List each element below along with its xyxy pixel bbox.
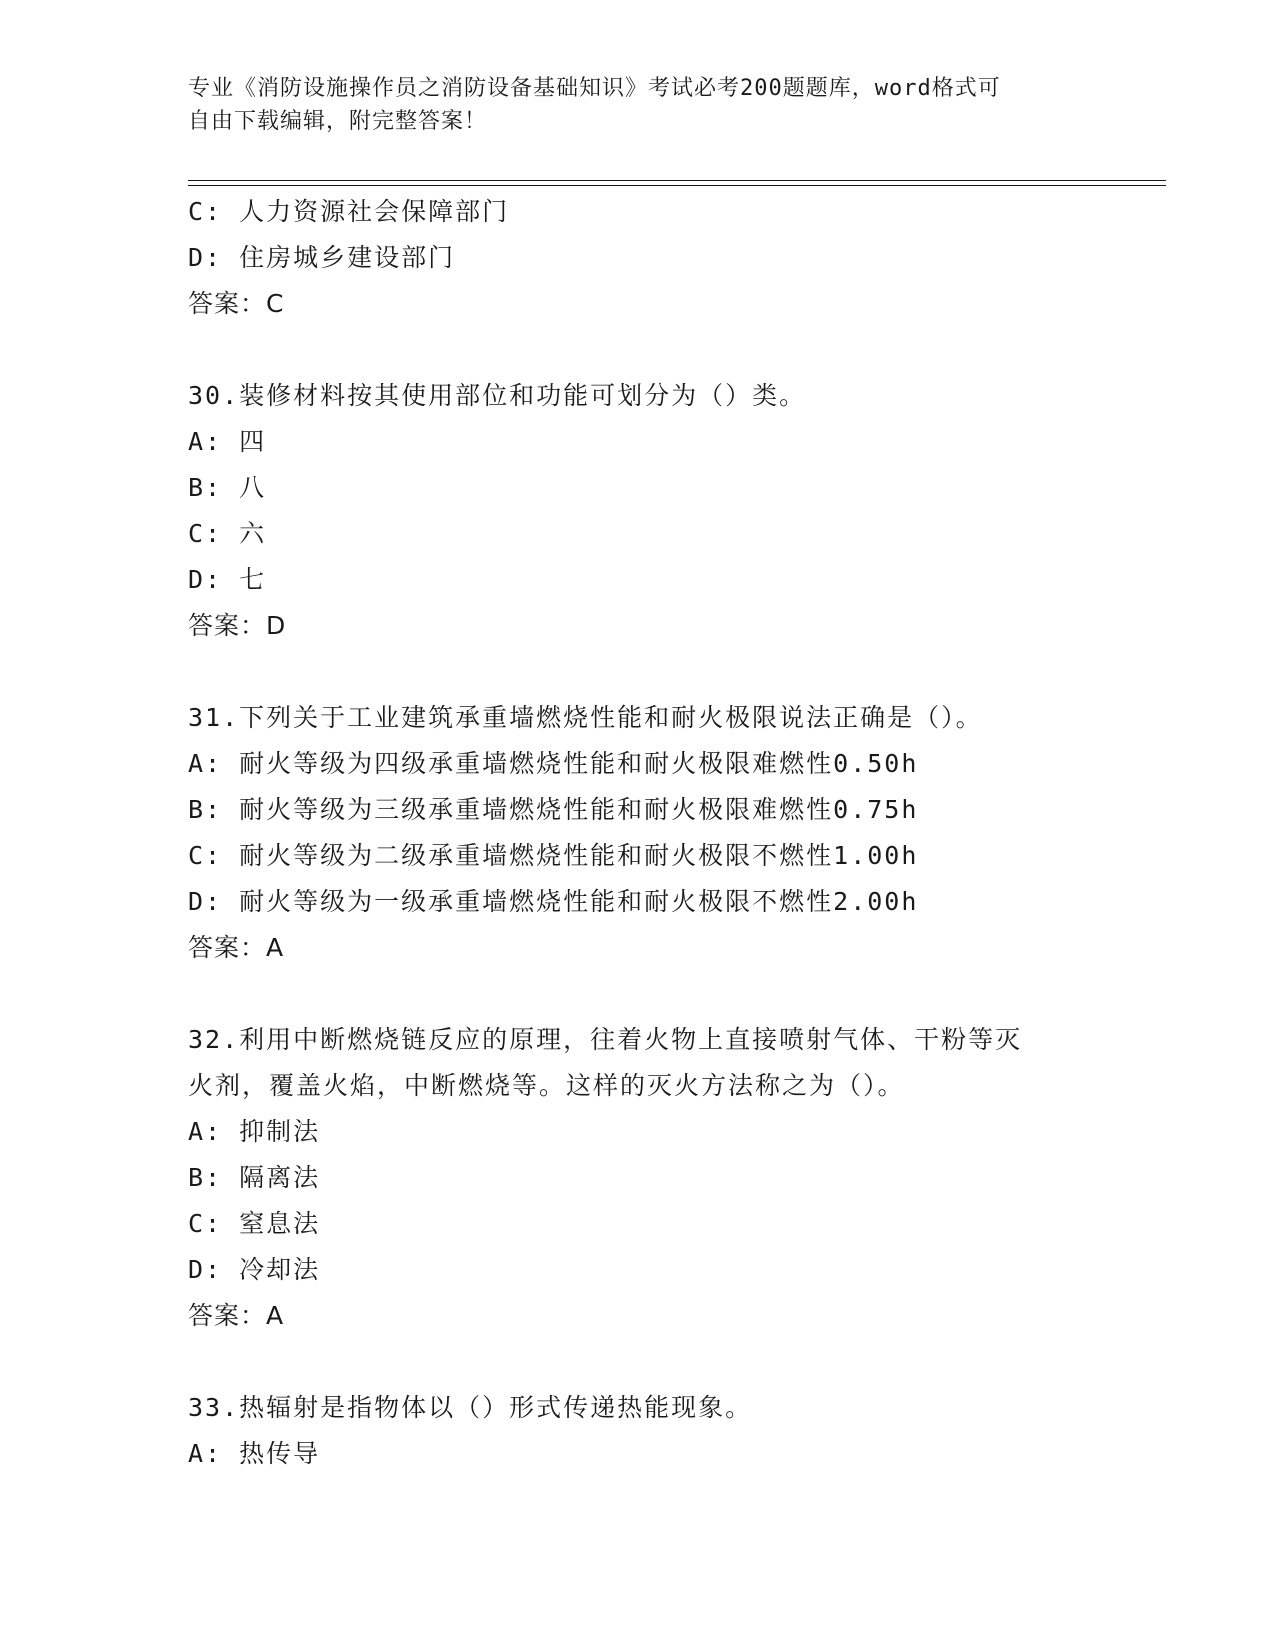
spacer (188, 1339, 1088, 1385)
question-stem: 30.装修材料按其使用部位和功能可划分为（）类。 (188, 381, 807, 410)
option-c: C: 窒息法 (188, 1209, 321, 1238)
option-a: A: 热传导 (188, 1439, 321, 1468)
option-c: C: 人力资源社会保障部门 (188, 197, 510, 226)
option-b: B: 耐火等级为三级承重墙燃烧性能和耐火极限难燃性0.75h (188, 795, 919, 824)
question-30 (188, 373, 1088, 649)
question-stem-line-2: 火剂，覆盖火焰，中断燃烧等。这样的灭火方法称之为（）。 (188, 1071, 905, 1100)
spacer (188, 649, 1088, 695)
question-list (188, 189, 1088, 1477)
document-header (188, 72, 1088, 138)
option-c: C: 六 (188, 519, 267, 548)
answer-line: 答案：A (188, 1301, 285, 1330)
spacer (188, 327, 1088, 373)
question-stem-line-1: 32.利用中断燃烧链反应的原理，往着火物上直接喷射气体、干粉等灭 (188, 1025, 1023, 1054)
option-c: C: 耐火等级为二级承重墙燃烧性能和耐火极限不燃性1.00h (188, 841, 919, 870)
answer-line: 答案：A (188, 933, 285, 962)
option-d: D: 七 (188, 565, 267, 594)
question-stem: 33.热辐射是指物体以（）形式传递热能现象。 (188, 1393, 753, 1422)
header-rule-bottom (188, 185, 1166, 186)
option-a: A: 抑制法 (188, 1117, 321, 1146)
header-rule-top (188, 180, 1166, 181)
question-prev (188, 189, 1088, 327)
answer-line: 答案：C (188, 289, 285, 318)
header-line-2: 自由下载编辑，附完整答案！ (188, 109, 488, 134)
option-b: B: 隔离法 (188, 1163, 321, 1192)
option-d: D: 住房城乡建设部门 (188, 243, 456, 272)
spacer (188, 971, 1088, 1017)
option-a: A: 耐火等级为四级承重墙燃烧性能和耐火极限难燃性0.50h (188, 749, 919, 778)
option-d: D: 冷却法 (188, 1255, 321, 1284)
option-d: D: 耐火等级为一级承重墙燃烧性能和耐火极限不燃性2.00h (188, 887, 919, 916)
question-33 (188, 1385, 1088, 1477)
question-31 (188, 695, 1088, 971)
header-line-1: 专业《消防设施操作员之消防设备基础知识》考试必考200题题库，word格式可 (188, 76, 1001, 101)
question-stem: 31.下列关于工业建筑承重墙燃烧性能和耐火极限说法正确是（）。 (188, 703, 983, 732)
option-b: B: 八 (188, 473, 267, 502)
option-a: A: 四 (188, 427, 267, 456)
answer-line: 答案：D (188, 611, 287, 640)
question-32 (188, 1017, 1088, 1339)
